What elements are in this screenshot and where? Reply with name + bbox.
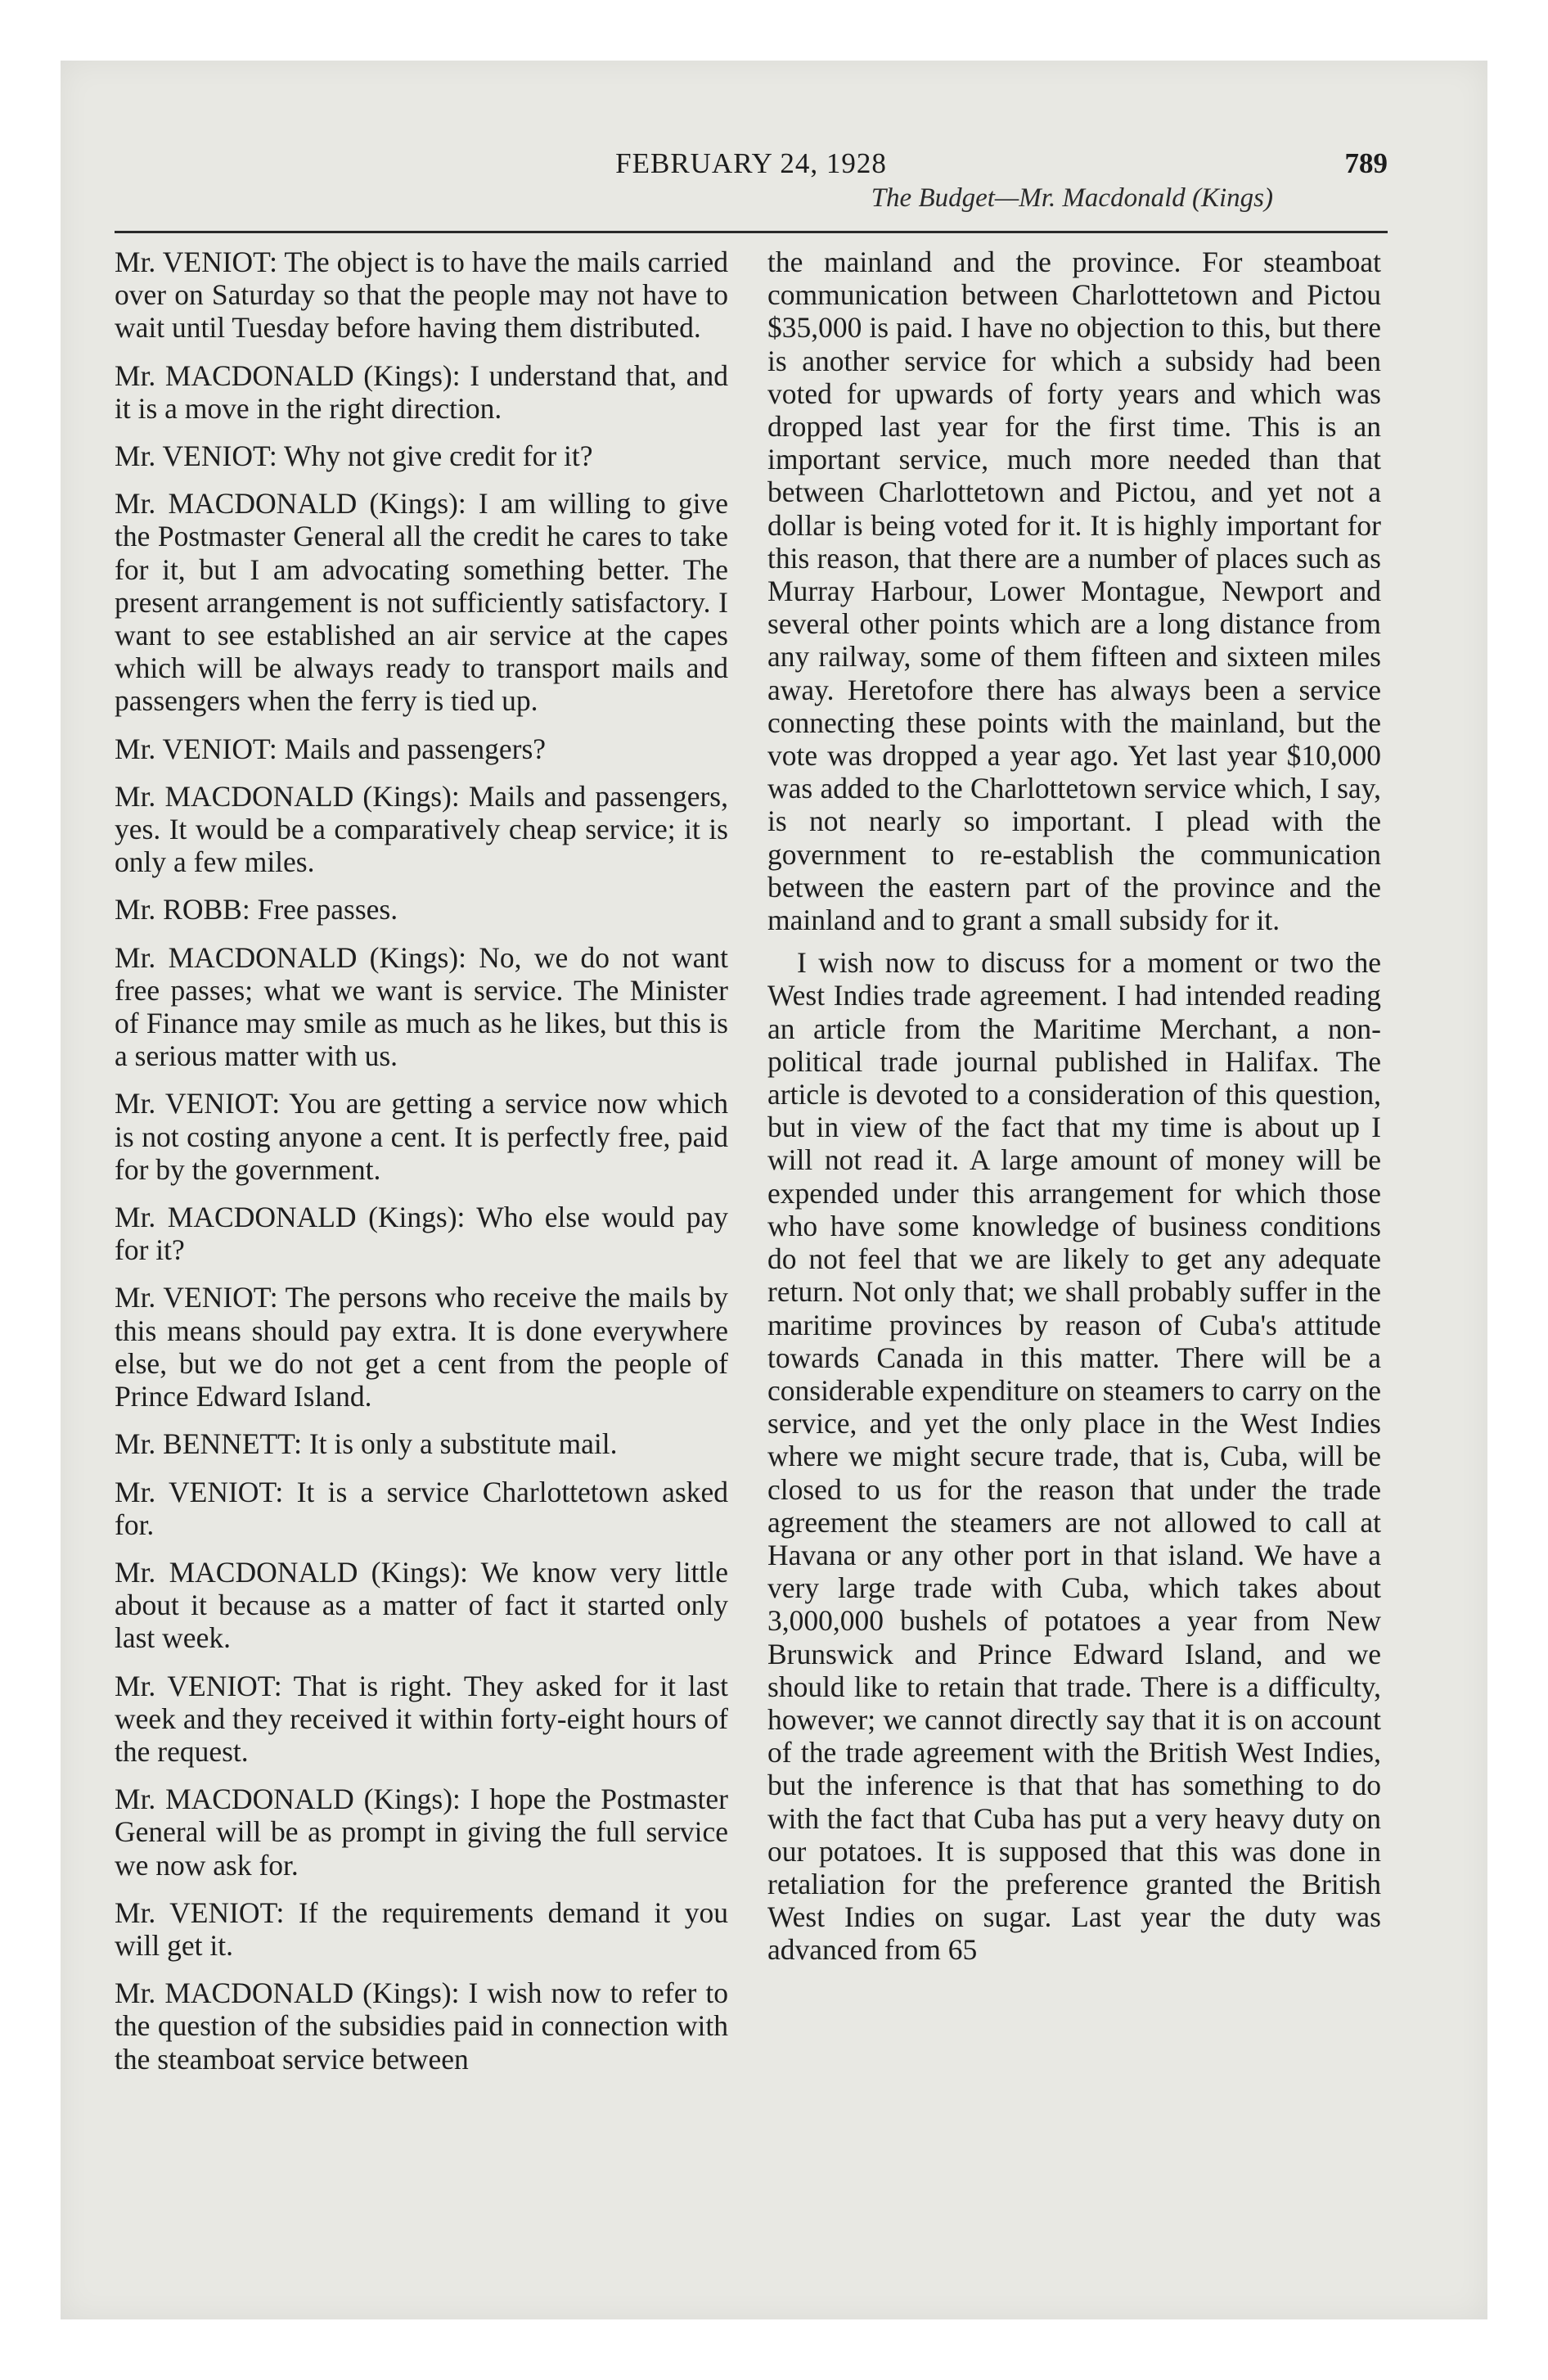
paragraph: Mr. VENIOT: The persons who receive the mails by this means should pay extra. It is done everywhere else, but we do not get a cent from the people of Prince Edward Island. <box>115 1281 728 1413</box>
paragraph: Mr. VENIOT: You are getting a service now which is not costing anyone a cent. It is perfectly free, paid for by the government. <box>115 1087 728 1186</box>
paragraph: Mr. MACDONALD (Kings): I understand that, and it is a move in the right direction. <box>115 358 728 425</box>
paragraph: Mr. MACDONALD (Kings): Who else would pay for it? <box>115 1201 728 1267</box>
page-number: 789 <box>1344 147 1388 179</box>
paragraph: Mr. VENIOT: It is a service Charlottetown asked for. <box>115 1475 728 1541</box>
paragraph: Mr. MACDONALD (Kings): We know very little about it because as a matter of fact it started only last week. <box>115 1555 728 1655</box>
paragraph: Mr. MACDONALD (Kings): I am willing to give the Postmaster General all the credit he cares to take for it, but I am advocating something better. The present arrangement is not sufficiently satisfactory. I want to see established an air service at the capes which will be always ready to transport mails and passengers when the ferry is tied up. <box>115 487 728 718</box>
paragraph: Mr. ROBB: Free passes. <box>115 893 398 926</box>
left-column <box>115 246 728 2090</box>
paragraph: I wish now to discuss for a moment or two the West Indies trade agreement. I had intended reading an article from the Maritime Merchant, a non-political trade journal published in Halifax. The article is devoted to a consideration of this question, but in view of the fact that my time is about up I will not read it. A large amount of money will be expended under this arrangement for which those who have some knowledge of business conditions do not feel that we are likely to get any adequate return. Not only that; we shall probably suffer in the maritime provinces by reason of Cuba's attitude towards Canada in this matter. There will be a considerable expenditure on steamers to carry on the service, and yet the only place in the West Indies where we might secure trade, that is, Cuba, will be closed to us for the reason that under the trade agreement the steamers are not allowed to call at Havana or any other port in that island. We have a very large trade with Cuba, which takes about 3,000,000 bushels of potatoes a year from New Brunswick and Prince Edward Island, and we should like to retain that trade. There is a difficulty, however; we cannot directly say that it is on account of the trade agreement with the British West Indies, but the inference is that that has something to do with the fact that Cuba has put a very heavy duty on our potatoes. It is supposed that this was done in retaliation for the preference granted the British West Indies on sugar. Last year the duty was advanced from 65 <box>767 946 1381 1967</box>
paragraph: Mr. MACDONALD (Kings): No, we do not want free passes; what we want is service. The Minister of Finance may smile as much as he likes, but this is a serious matter with us. <box>115 940 728 1073</box>
page-header <box>115 147 1388 213</box>
paragraph: Mr. BENNETT: It is only a substitute mail. <box>115 1427 618 1461</box>
paragraph: Mr. VENIOT: That is right. They asked for it last week and they received it within forty-eight hours of the request. <box>115 1669 728 1768</box>
right-column <box>767 246 1381 1981</box>
paragraph: Mr. MACDONALD (Kings): I wish now to refer to the question of the subsidies paid in connection with the steamboat service between <box>115 1977 728 2076</box>
paragraph: Mr. VENIOT: Why not give credit for it? <box>115 439 593 473</box>
paragraph: Mr. VENIOT: If the requirements demand it you will get it. <box>115 1895 728 1962</box>
paragraph: Mr. VENIOT: Mails and passengers? <box>115 732 547 765</box>
paragraph: Mr. VENIOT: The object is to have the mails carried over on Saturday so that the people may not have to wait until Tuesday before having them distributed. <box>115 246 728 345</box>
paragraph: Mr. MACDONALD (Kings): Mails and passengers, yes. It would be a comparatively cheap service; it is only a few miles. <box>115 779 728 879</box>
paragraph: the mainland and the province. For steamboat communication between Charlottetown and Pictou $35,000 is paid. I have no objection to this, but there is another service for which a subsidy had been voted for upwards of forty years and which was dropped last year for the first time. This is an important service, much more needed than that between Charlottetown and Pictou, and yet not a dollar is being voted for it. It is highly important for this reason, that there are a number of places such as Murray Harbour, Lower Montague, Newport and several other points which are a long distance from any railway, some of them fifteen and sixteen miles away. Heretofore there has always been a service connecting these points with the mainland, but the vote was dropped a year ago. Yet last year $10,000 was added to the Charlottetown service which, I say, is not nearly so important. I plead with the government to re-establish the communication between the eastern part of the province and the mainland and to grant a small subsidy for it. <box>767 246 1381 937</box>
running-title: The Budget—Mr. Macdonald (Kings) <box>871 183 1273 213</box>
paragraph: Mr. MACDONALD (Kings): I hope the Postmaster General will be as prompt in giving the full service we now ask for. <box>115 1783 728 1882</box>
header-date: FEBRUARY 24, 1928 <box>615 147 887 179</box>
header-rule <box>115 231 1388 233</box>
